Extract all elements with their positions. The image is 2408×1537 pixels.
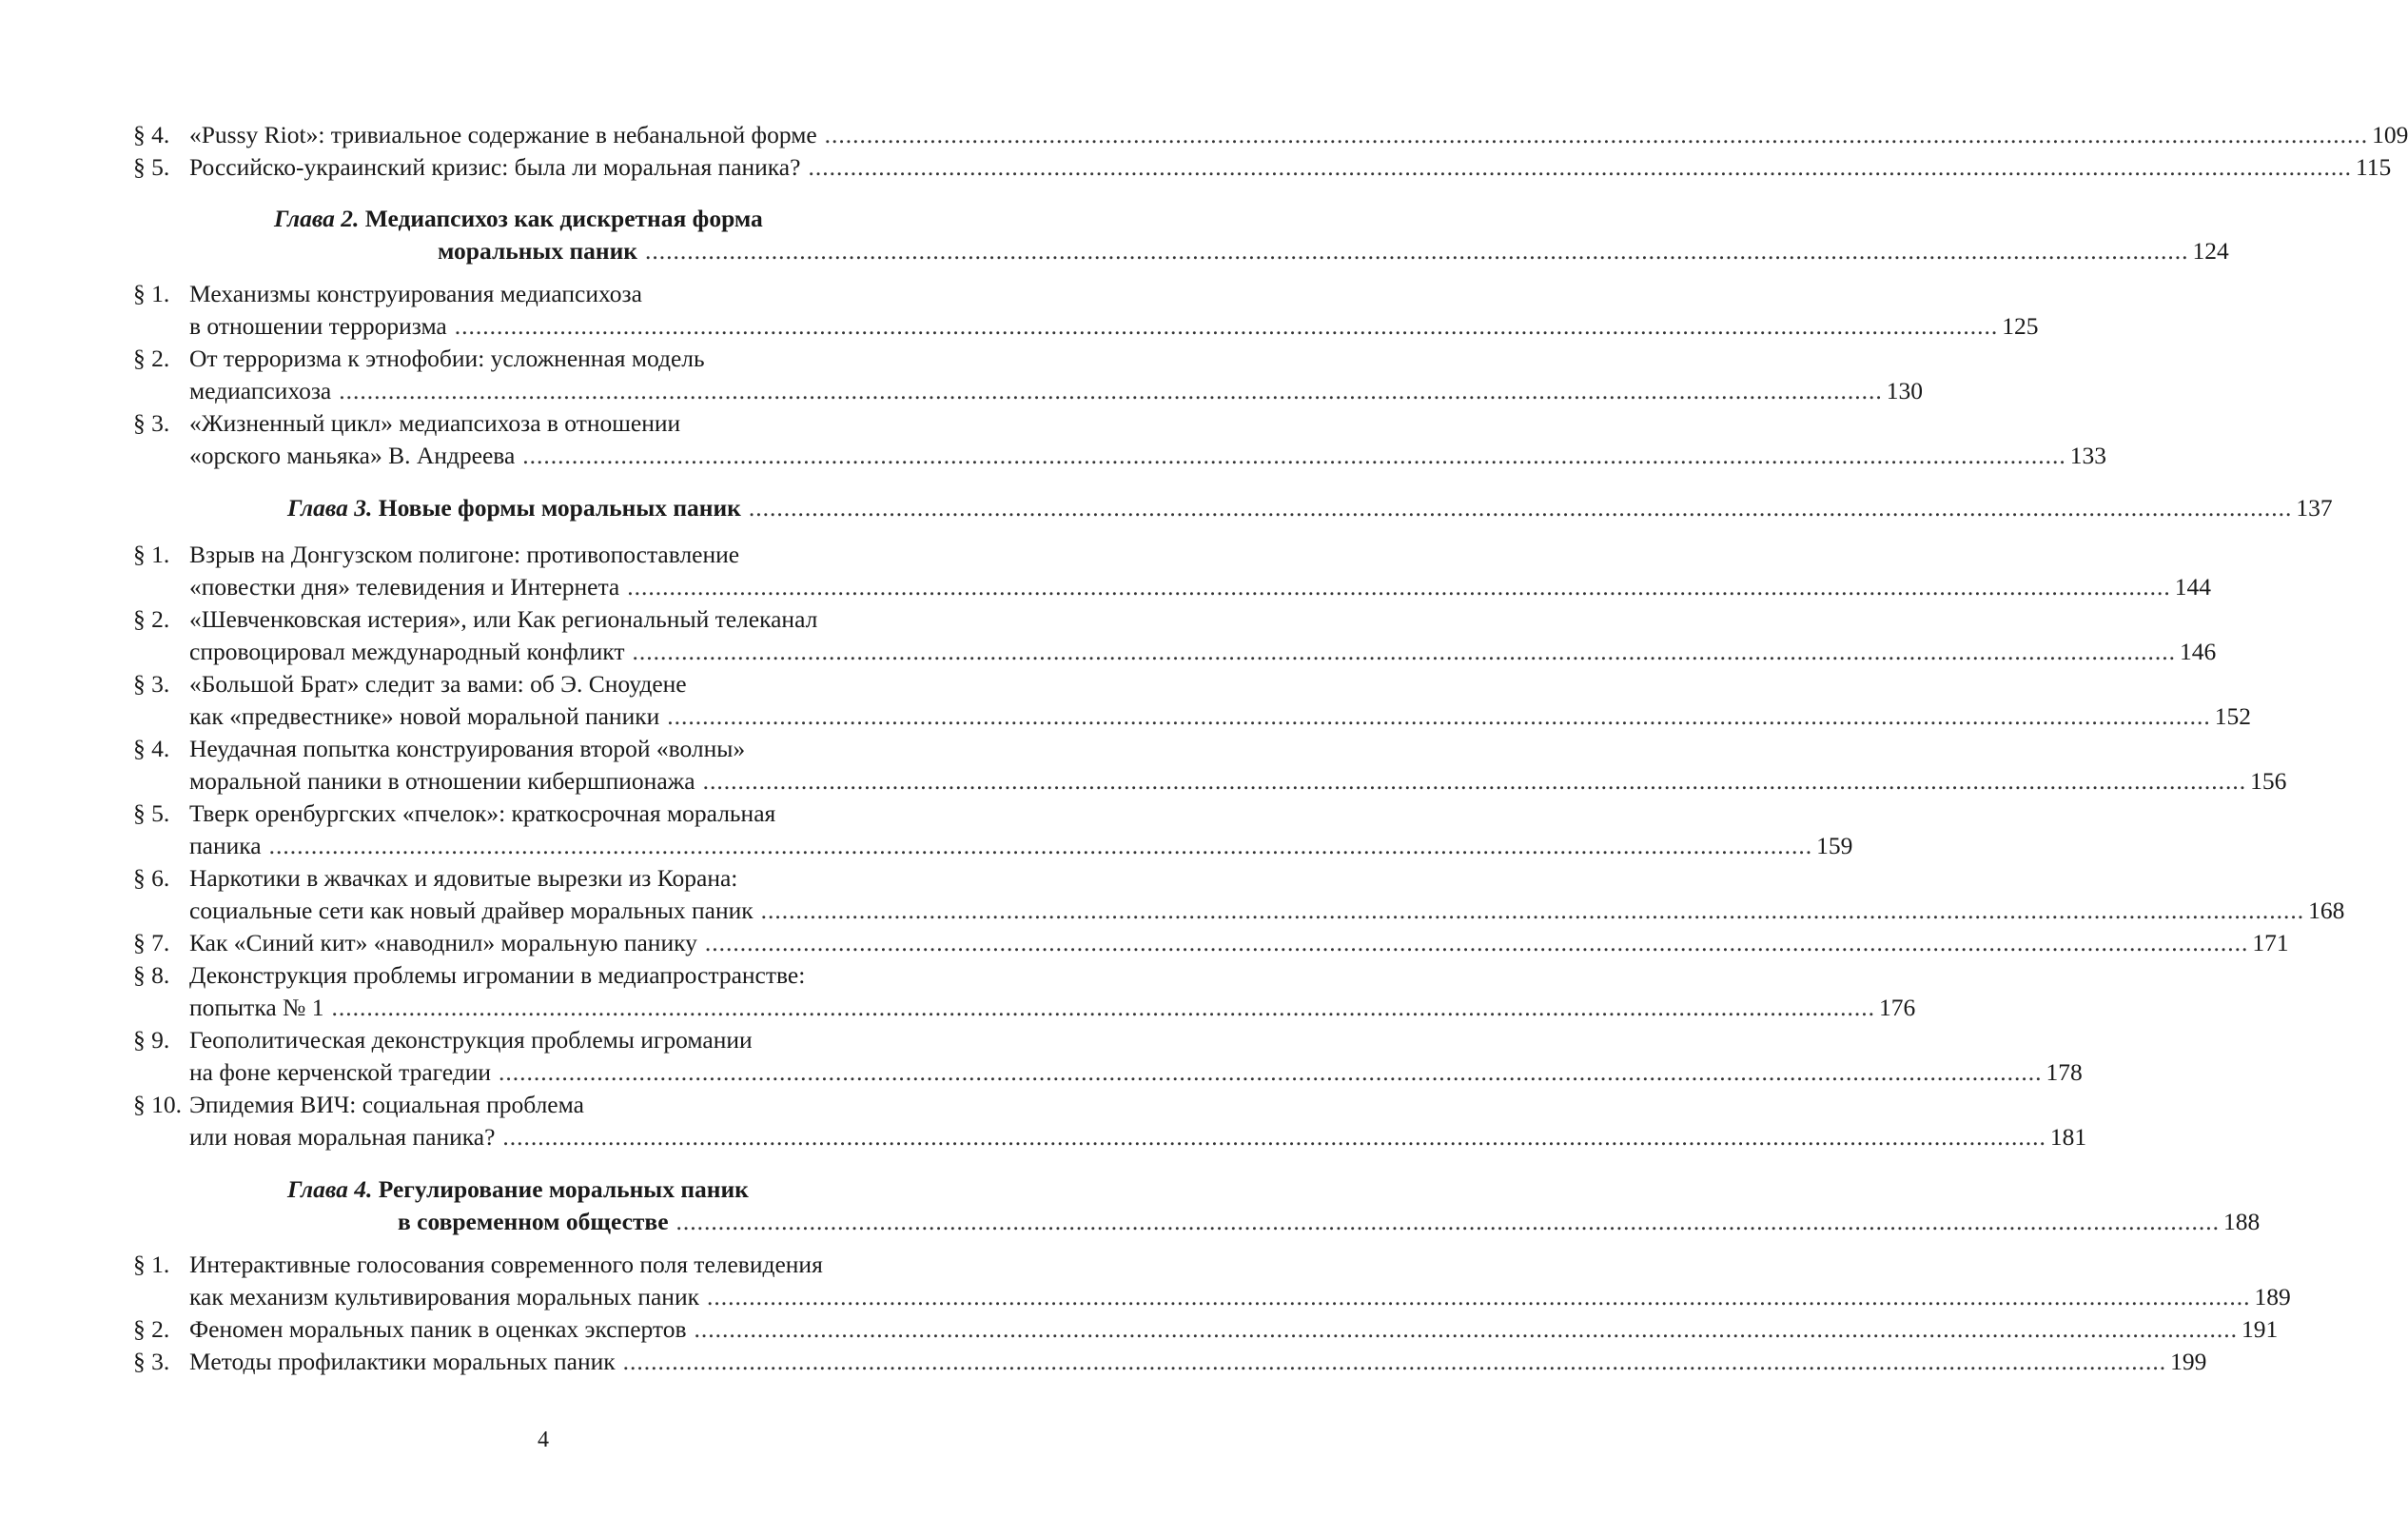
entry-title-text — [274, 203, 763, 235]
page-ref: 146 — [2179, 638, 2217, 665]
entry-title-text — [189, 375, 331, 407]
entry-title-line: Взрыв на Донгузском полигоне: противопоставление — [189, 541, 740, 568]
section-number: § 3. — [133, 1348, 170, 1375]
toc-entry-line — [0, 407, 1087, 440]
page-number: 4 — [538, 1428, 549, 1452]
page-ref: 181 — [2049, 1123, 2087, 1151]
entry-title-line: Как «Синий кит» «наводнил» моральную панику — [189, 929, 697, 956]
section-number: § 1. — [133, 541, 170, 568]
entry-title-line: «орского маньяка» В. Андреева — [189, 442, 516, 469]
page-ref: 159 — [1816, 832, 1853, 859]
toc-entry-line — [0, 636, 2217, 668]
page-ref: 168 — [2308, 897, 2345, 924]
entry-title-text — [189, 1056, 491, 1089]
toc-entry-line — [0, 1089, 1087, 1121]
chapter-label: Глава 4. — [287, 1175, 373, 1203]
entry-title-text — [189, 1121, 495, 1153]
section-number: § 2. — [133, 1315, 170, 1343]
entry-title-text — [189, 798, 775, 830]
toc-chapter-line — [0, 203, 1087, 235]
entry-title-line: моральной паники в отношении кибершпионажа — [189, 767, 695, 795]
page-ref: 156 — [2250, 767, 2287, 795]
entry-title-text — [189, 862, 737, 895]
toc-entry-line — [0, 440, 2107, 472]
toc-entry-row — [189, 927, 2289, 959]
toc-entry-row — [189, 830, 1853, 862]
entry-title-line: Феномен моральных паник в оценках экспертов — [189, 1315, 687, 1343]
entry-title-text — [189, 733, 745, 765]
entry-title-text — [189, 440, 515, 472]
entry-title-text — [189, 151, 800, 184]
toc-entry-line — [0, 1346, 2207, 1378]
entry-title-text — [189, 603, 817, 636]
dot-leader: ............................................................................................................................................................................................................................ — [706, 1283, 2251, 1310]
toc-entry-row — [189, 1313, 2279, 1346]
entry-title-line: как механизм культивирования моральных паник — [189, 1283, 699, 1310]
entry-title-text — [189, 343, 705, 375]
entry-title-text — [189, 668, 687, 700]
entry-title-text — [189, 927, 697, 959]
dot-leader: ............................................................................................................................................................................................................................ — [675, 1208, 2221, 1235]
section-number: § 5. — [133, 153, 170, 181]
toc-entry-line — [0, 1249, 1087, 1281]
entry-title-text — [189, 407, 680, 440]
entry-title-text — [287, 1173, 749, 1206]
entry-title-line: спровоцировал международный конфликт — [189, 638, 625, 665]
entry-title-line: Механизмы конструирования медиапсихоза — [189, 280, 642, 307]
toc-entry-line — [0, 992, 1916, 1024]
chapter-label: Глава 2. — [274, 205, 360, 232]
toc-entry-row — [189, 119, 2408, 151]
entry-title-text — [287, 492, 741, 524]
entry-title-line: Методы профилактики моральных паник — [189, 1348, 616, 1375]
toc-entry-line — [0, 895, 2345, 927]
section-number: § 4. — [133, 121, 170, 148]
toc-entry-row — [189, 375, 1924, 407]
toc-chapter-line — [0, 235, 2229, 267]
toc-entry-line — [0, 959, 1087, 992]
toc-entry-row — [287, 492, 2333, 524]
entry-title-line: «Pussy Riot»: тривиальное содержание в небанальной форме — [189, 121, 817, 148]
toc-entry-line — [0, 765, 2287, 798]
entry-title-line: «Жизненный цикл» медиапсихоза в отношении — [189, 409, 681, 437]
chapter-label: Глава 3. — [287, 494, 373, 522]
toc-entry-row — [189, 571, 2212, 603]
entry-title-line: в современном обществе — [398, 1208, 669, 1235]
section-number: § 5. — [133, 799, 170, 827]
page-ref: 115 — [2355, 153, 2392, 181]
entry-title-text — [189, 895, 754, 927]
toc-entry-line — [0, 375, 1924, 407]
entry-title-text — [189, 700, 659, 733]
toc-entry-line — [0, 733, 1087, 765]
dot-leader: ............................................................................................................................................................................................................................ — [268, 832, 1813, 859]
entry-title-line: Деконструкция проблемы игромании в медиапространстве: — [189, 961, 806, 989]
toc-entry-row — [189, 700, 2252, 733]
dot-leader: ............................................................................................................................................................................................................................ — [667, 702, 2211, 730]
toc-entry-line — [0, 1281, 2291, 1313]
dot-leader: ............................................................................................................................................................................................................................ — [644, 237, 2189, 265]
entry-title-line: на фоне керченской трагедии — [189, 1058, 492, 1086]
section-number: § 2. — [133, 345, 170, 372]
dot-leader: ............................................................................................................................................................................................................................ — [694, 1315, 2239, 1343]
toc-entry-row — [189, 310, 2039, 343]
dot-leader: ............................................................................................................................................................................................................................ — [702, 767, 2247, 795]
entry-title-line: Регулирование моральных паник — [378, 1175, 749, 1203]
toc-entry-line — [0, 798, 1087, 830]
dot-leader: ............................................................................................................................................................................................................................ — [339, 377, 1883, 404]
entry-title-line: в отношении терроризма — [189, 312, 447, 340]
toc-entry-line — [0, 571, 2212, 603]
page-ref: 189 — [2254, 1283, 2291, 1310]
toc-entry-line — [0, 1313, 2279, 1346]
entry-title-text — [189, 636, 624, 668]
toc-entry-row — [189, 1346, 2207, 1378]
toc-chapter-line — [0, 492, 2333, 524]
entry-title-text — [189, 119, 817, 151]
entry-title-line: «повестки дня» телевидения и Интернета — [189, 573, 620, 601]
dot-leader: ............................................................................................................................................................................................................................ — [632, 638, 2176, 665]
page-ref: 144 — [2174, 573, 2212, 601]
toc-chapter-line — [0, 1173, 1087, 1206]
entry-title-text — [189, 278, 642, 310]
entry-title-line: социальные сети как новый драйвер моральных паник — [189, 897, 754, 924]
entry-title-text — [189, 1313, 687, 1346]
toc-entry-row — [189, 992, 1916, 1024]
page-ref: 125 — [2002, 312, 2039, 340]
toc-entry-line — [0, 1024, 1087, 1056]
dot-leader: ............................................................................................................................................................................................................................ — [824, 121, 2369, 148]
toc-entry-line — [0, 830, 1853, 862]
dot-leader: ............................................................................................................................................................................................................................ — [760, 897, 2305, 924]
toc-entry-row — [189, 765, 2287, 798]
page-ref: 133 — [2069, 442, 2107, 469]
toc-entry-row — [189, 636, 2217, 668]
entry-title-line: медиапсихоза — [189, 377, 332, 404]
toc-entry-row — [189, 895, 2345, 927]
section-number: § 2. — [133, 605, 170, 633]
page-ref: 124 — [2192, 237, 2229, 265]
entry-title-line: Эпидемия ВИЧ: социальная проблема — [189, 1091, 584, 1118]
entry-title-line: Интерактивные голосования современного поля телевидения — [189, 1251, 823, 1278]
toc-entry-row — [189, 1121, 2087, 1153]
entry-title-text — [189, 1089, 584, 1121]
section-number: § 10. — [133, 1091, 182, 1118]
section-number: § 4. — [133, 735, 170, 762]
entry-title-line: Медиапсихоз как дискретная форма — [364, 205, 763, 232]
dot-leader: ............................................................................................................................................................................................................................ — [748, 494, 2293, 522]
toc-entry-row — [189, 1281, 2291, 1313]
toc-entry-line — [0, 539, 1087, 571]
page-ref: 176 — [1878, 994, 1916, 1021]
section-number: § 3. — [133, 670, 170, 698]
page-ref: 188 — [2223, 1208, 2261, 1235]
entry-title-text — [189, 765, 695, 798]
toc-entry-line — [0, 343, 1087, 375]
entry-title-text — [189, 310, 447, 343]
toc-entry-line — [0, 927, 2289, 959]
dot-leader: ............................................................................................................................................................................................................................ — [622, 1348, 2167, 1375]
section-number: § 9. — [133, 1026, 170, 1054]
toc-entry-line — [0, 603, 1087, 636]
section-number: § 3. — [133, 409, 170, 437]
toc-entry-line — [0, 151, 2392, 184]
entry-title-line: Тверк оренбургских «пчелок»: краткосрочная моральная — [189, 799, 776, 827]
entry-title-text — [398, 1206, 669, 1238]
dot-leader: ............................................................................................................................................................................................................................ — [331, 994, 1875, 1021]
dot-leader: ............................................................................................................................................................................................................................ — [704, 929, 2249, 956]
toc-entry-line — [0, 1121, 2087, 1153]
section-number: § 8. — [133, 961, 170, 989]
entry-title-line: «Шевченковская истерия», или Как региональный телеканал — [189, 605, 818, 633]
toc-entry-line — [0, 119, 2408, 151]
entry-title-line: как «предвестнике» новой моральной паники — [189, 702, 660, 730]
page-ref: 130 — [1886, 377, 1924, 404]
entry-title-line: Новые формы моральных паник — [378, 494, 741, 522]
page-ref: 171 — [2252, 929, 2289, 956]
page-ref: 152 — [2214, 702, 2252, 730]
entry-title-text — [189, 1281, 699, 1313]
toc-entry-row — [189, 440, 2107, 472]
entry-title-line: Геополитическая деконструкция проблемы игромании — [189, 1026, 753, 1054]
entry-title-text — [189, 959, 805, 992]
toc-entry-line — [0, 310, 2039, 343]
entry-title-line: или новая моральная паника? — [189, 1123, 496, 1151]
entry-title-line: попытка № 1 — [189, 994, 324, 1021]
page-ref: 178 — [2046, 1058, 2083, 1086]
page-ref: 109 — [2372, 121, 2408, 148]
entry-title-line: «Большой Брат» следит за вами: об Э. Сноудене — [189, 670, 687, 698]
entry-title-line: моральных паник — [438, 237, 637, 265]
page-ref: 199 — [2170, 1348, 2207, 1375]
entry-title-text — [438, 235, 637, 267]
entry-title-text — [189, 1346, 616, 1378]
toc-entry-line — [0, 700, 2252, 733]
toc-entry-row — [438, 235, 2229, 267]
toc-entry-row — [189, 151, 2392, 184]
entry-title-text — [189, 992, 323, 1024]
entry-title-text — [189, 1249, 823, 1281]
entry-title-line: паника — [189, 832, 262, 859]
dot-leader: ............................................................................................................................................................................................................................ — [454, 312, 1999, 340]
toc-entry-line — [0, 862, 1087, 895]
page-ref: 137 — [2296, 494, 2333, 522]
toc-entry-row — [398, 1206, 2261, 1238]
toc-entry-line — [0, 278, 1087, 310]
entry-title-line: Неудачная попытка конструирования второй «волны» — [189, 735, 746, 762]
entry-title-text — [189, 830, 262, 862]
entry-title-line: Наркотики в жвачках и ядовитые вырезки из Корана: — [189, 864, 738, 892]
entry-title-text — [189, 539, 739, 571]
section-number: § 7. — [133, 929, 170, 956]
entry-title-line: Российско-украинский кризис: была ли моральная паника? — [189, 153, 801, 181]
section-number: § 6. — [133, 864, 170, 892]
section-number: § 1. — [133, 280, 170, 307]
section-number: § 1. — [133, 1251, 170, 1278]
dot-leader: ............................................................................................................................................................................................................................ — [627, 573, 2171, 601]
dot-leader: ............................................................................................................................................................................................................................ — [499, 1058, 2043, 1086]
entry-title-text — [189, 571, 619, 603]
toc-entry-line — [0, 1056, 2083, 1089]
toc-entry-row — [189, 1056, 2083, 1089]
page-ref: 191 — [2242, 1315, 2279, 1343]
entry-title-text — [189, 1024, 753, 1056]
toc-entry-line — [0, 668, 1087, 700]
dot-leader: ............................................................................................................................................................................................................................ — [522, 442, 2066, 469]
dot-leader: ............................................................................................................................................................................................................................ — [502, 1123, 2046, 1151]
entry-title-line: От терроризма к этнофобии: усложненная модель — [189, 345, 705, 372]
dot-leader: ............................................................................................................................................................................................................................ — [808, 153, 2352, 181]
toc-chapter-line — [0, 1206, 2261, 1238]
